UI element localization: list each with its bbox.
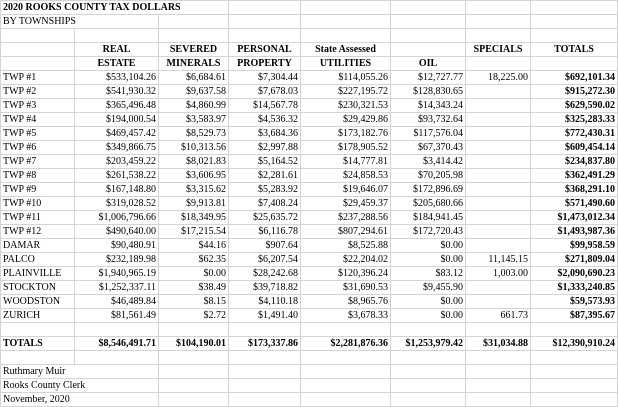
oil-cell[interactable]: $0.00 [391,295,466,309]
real-estate-cell[interactable]: $261,538.22 [75,169,159,183]
township-name[interactable]: TWP #1 [1,71,75,85]
header-cell[interactable] [1,57,75,71]
totals-grand-total[interactable]: $12,390,910.24 [531,337,618,351]
real-estate-cell[interactable]: $541,930.32 [75,85,159,99]
signature-title[interactable]: Rooks County Clerk [1,379,159,393]
severed-minerals-cell[interactable]: $3,583.97 [159,113,229,127]
severed-minerals-cell[interactable]: $0.00 [159,267,229,281]
utilities-cell[interactable]: $227,195.72 [301,85,391,99]
total-cell[interactable]: $629,590.02 [531,99,618,113]
table-row [1,295,618,309]
table-row [1,197,618,211]
utilities-cell[interactable]: $230,321.53 [301,99,391,113]
oil-cell[interactable]: $67,370.43 [391,141,466,155]
real-estate-cell[interactable]: $81,561.49 [75,309,159,323]
personal-property-cell[interactable]: $7,678.03 [229,85,301,99]
header-cell[interactable] [391,43,466,57]
utilities-cell[interactable]: $807,294.61 [301,225,391,239]
blank-row [1,351,618,365]
severed-minerals-cell[interactable]: $8.15 [159,295,229,309]
specials-cell[interactable] [466,239,531,253]
oil-cell[interactable]: $93,732.64 [391,113,466,127]
utilities-cell[interactable]: $31,690.53 [301,281,391,295]
specials-cell[interactable] [466,99,531,113]
utilities-cell[interactable]: $14,777.81 [301,155,391,169]
sheet-subtitle[interactable]: BY TOWNSHIPS [1,15,159,29]
severed-minerals-cell[interactable]: $4,860.99 [159,99,229,113]
township-name[interactable]: TWP #2 [1,85,75,99]
severed-minerals-cell[interactable]: $9,637.58 [159,85,229,99]
totals-label[interactable]: TOTALS [1,337,75,351]
total-cell[interactable]: $87,395.67 [531,309,618,323]
severed-minerals-cell[interactable]: $8,529.73 [159,127,229,141]
personal-property-cell[interactable]: $7,408.24 [229,197,301,211]
totals-utilities[interactable]: $2,281,876.36 [301,337,391,351]
township-name[interactable]: PLAINVILLE [1,267,75,281]
personal-property-cell[interactable]: $25,635.72 [229,211,301,225]
personal-property-cell[interactable]: $6,207.54 [229,253,301,267]
total-cell[interactable]: $2,090,690.23 [531,267,618,281]
table-row [1,85,618,99]
table-row [1,169,618,183]
oil-cell[interactable]: $0.00 [391,253,466,267]
real-estate-cell[interactable]: $1,006,796.66 [75,211,159,225]
data-rows [1,71,618,323]
specials-cell[interactable] [466,211,531,225]
personal-property-cell[interactable]: $39,718.82 [229,281,301,295]
header-cell[interactable]: MINERALS [159,57,229,71]
header-cell[interactable]: REAL [75,43,159,57]
header-cell[interactable]: PERSONAL [229,43,301,57]
severed-minerals-cell[interactable]: $44.16 [159,239,229,253]
table-row [1,211,618,225]
table-row [1,99,618,113]
total-cell[interactable]: $99,958.59 [531,239,618,253]
oil-cell[interactable]: $117,576.04 [391,127,466,141]
personal-property-cell[interactable]: $7,304.44 [229,71,301,85]
specials-cell[interactable] [466,197,531,211]
oil-cell[interactable]: $0.00 [391,239,466,253]
oil-cell[interactable]: $172,896.69 [391,183,466,197]
total-cell[interactable]: $325,283.33 [531,113,618,127]
personal-property-cell[interactable]: $6,116.78 [229,225,301,239]
total-cell[interactable]: $59,573.93 [531,295,618,309]
township-name[interactable]: TWP #7 [1,155,75,169]
total-cell[interactable]: $692,101.34 [531,71,618,85]
total-cell[interactable]: $915,272.30 [531,85,618,99]
title-row [1,1,618,15]
oil-cell[interactable]: $3,414.42 [391,155,466,169]
township-name[interactable]: TWP #6 [1,141,75,155]
specials-cell[interactable] [466,183,531,197]
personal-property-cell[interactable]: $2,997.88 [229,141,301,155]
totals-specials[interactable]: $31,034.88 [466,337,531,351]
real-estate-cell[interactable]: $1,940,965.19 [75,267,159,281]
township-name[interactable]: TWP #10 [1,197,75,211]
township-name[interactable]: WOODSTON [1,295,75,309]
signature-row [1,379,618,393]
table-row [1,225,618,239]
header-cell[interactable]: TOTALS [531,43,618,57]
specials-cell[interactable] [466,141,531,155]
totals-personal-property[interactable]: $173,337.86 [229,337,301,351]
header-cell[interactable] [531,57,618,71]
blank-row [1,323,618,337]
signature-name[interactable]: Ruthmary Muir [1,365,159,379]
total-cell[interactable]: $1,473,012.34 [531,211,618,225]
header-cell[interactable]: UTILITIES [301,57,391,71]
header-cell[interactable]: SEVERED [159,43,229,57]
utilities-cell[interactable]: $19,646.07 [301,183,391,197]
table-row [1,155,618,169]
header-cell[interactable]: SPECIALS [466,43,531,57]
utilities-cell[interactable]: $22,204.02 [301,253,391,267]
utilities-cell[interactable]: $8,525.88 [301,239,391,253]
header-cell[interactable]: State Assessed [301,43,391,57]
specials-cell[interactable] [466,155,531,169]
township-name[interactable]: TWP #4 [1,113,75,127]
table-row [1,113,618,127]
specials-cell[interactable] [466,169,531,183]
personal-property-cell[interactable]: $2,281.61 [229,169,301,183]
utilities-cell[interactable]: $29,459.37 [301,197,391,211]
header-cell[interactable] [1,43,75,57]
severed-minerals-cell[interactable]: $3,315.62 [159,183,229,197]
utilities-cell[interactable]: $29,429.86 [301,113,391,127]
real-estate-cell[interactable]: $46,489.84 [75,295,159,309]
real-estate-cell[interactable]: $349,866.75 [75,141,159,155]
severed-minerals-cell[interactable]: $18,349.95 [159,211,229,225]
totals-oil[interactable]: $1,253,979.42 [391,337,466,351]
total-cell[interactable]: $609,454.14 [531,141,618,155]
oil-cell[interactable]: $14,343.24 [391,99,466,113]
oil-cell[interactable]: $172,720.43 [391,225,466,239]
total-cell[interactable]: $772,430.31 [531,127,618,141]
oil-cell[interactable]: $70,205.98 [391,169,466,183]
oil-cell[interactable]: $83.12 [391,267,466,281]
utilities-cell[interactable]: $3,678.33 [301,309,391,323]
oil-cell[interactable]: $0.00 [391,309,466,323]
severed-minerals-cell[interactable]: $17,215.54 [159,225,229,239]
real-estate-cell[interactable]: $203,459.22 [75,155,159,169]
real-estate-cell[interactable]: $90,480.91 [75,239,159,253]
utilities-cell[interactable]: $173,182.76 [301,127,391,141]
utilities-cell[interactable]: $8,965.76 [301,295,391,309]
header-cell[interactable] [466,57,531,71]
township-name[interactable]: TWP #3 [1,99,75,113]
totals-severed-minerals[interactable]: $104,190.01 [159,337,229,351]
real-estate-cell[interactable]: $232,189.98 [75,253,159,267]
real-estate-cell[interactable]: $167,148.80 [75,183,159,197]
personal-property-cell[interactable]: $4,110.18 [229,295,301,309]
table-row [1,239,618,253]
specials-cell[interactable] [466,281,531,295]
total-cell[interactable]: $362,491.29 [531,169,618,183]
severed-minerals-cell[interactable]: $3,606.95 [159,169,229,183]
personal-property-cell[interactable]: $28,242.68 [229,267,301,281]
utilities-cell[interactable]: $24,858.53 [301,169,391,183]
utilities-cell[interactable]: $237,288.56 [301,211,391,225]
personal-property-cell[interactable]: $4,536.32 [229,113,301,127]
township-name[interactable]: ZURICH [1,309,75,323]
oil-cell[interactable]: $9,455.90 [391,281,466,295]
real-estate-cell[interactable]: $194,000.54 [75,113,159,127]
oil-cell[interactable]: $184,941.45 [391,211,466,225]
total-cell[interactable]: $271,809.04 [531,253,618,267]
signature-date[interactable]: November, 2020 [1,393,159,407]
township-name[interactable]: TWP #12 [1,225,75,239]
real-estate-cell[interactable]: $469,457.42 [75,127,159,141]
township-name[interactable]: STOCKTON [1,281,75,295]
specials-cell[interactable]: 1,003.00 [466,267,531,281]
signature-row [1,365,618,379]
specials-cell[interactable] [466,85,531,99]
severed-minerals-cell[interactable]: $62.35 [159,253,229,267]
specials-cell[interactable] [466,225,531,239]
table-row [1,309,618,323]
header-cell[interactable]: ESTATE [75,57,159,71]
utilities-cell[interactable]: $120,396.24 [301,267,391,281]
total-cell[interactable]: $1,493,987.36 [531,225,618,239]
specials-cell[interactable]: 661.73 [466,309,531,323]
table-row [1,267,618,281]
real-estate-cell[interactable]: $319,028.52 [75,197,159,211]
township-name[interactable]: TWP #11 [1,211,75,225]
total-cell[interactable]: $571,490.60 [531,197,618,211]
township-name[interactable]: TWP #8 [1,169,75,183]
table-row [1,183,618,197]
personal-property-cell[interactable]: $5,164.52 [229,155,301,169]
table-row [1,253,618,267]
utilities-cell[interactable]: $114,055.26 [301,71,391,85]
header-cell[interactable]: PROPERTY [229,57,301,71]
township-name[interactable]: TWP #5 [1,127,75,141]
table-row [1,127,618,141]
severed-minerals-cell[interactable]: $9,913.81 [159,197,229,211]
real-estate-cell[interactable]: $1,252,337.11 [75,281,159,295]
personal-property-cell[interactable]: $1,491.40 [229,309,301,323]
subtitle-row [1,15,618,29]
township-name[interactable]: DAMAR [1,239,75,253]
personal-property-cell[interactable]: $5,283.92 [229,183,301,197]
table-row [1,141,618,155]
real-estate-cell[interactable]: $365,496.48 [75,99,159,113]
blank-row [1,29,618,43]
specials-cell[interactable]: 18,225.00 [466,71,531,85]
total-cell[interactable]: $368,291.10 [531,183,618,197]
oil-cell[interactable]: $128,830.65 [391,85,466,99]
township-name[interactable]: TWP #9 [1,183,75,197]
severed-minerals-cell[interactable]: $2.72 [159,309,229,323]
totals-real-estate[interactable]: $8,546,491.71 [75,337,159,351]
severed-minerals-cell[interactable]: $6,684.61 [159,71,229,85]
header-row-bottom [1,57,618,71]
severed-minerals-cell[interactable]: $38.49 [159,281,229,295]
severed-minerals-cell[interactable]: $10,313.56 [159,141,229,155]
total-cell[interactable]: $234,837.80 [531,155,618,169]
personal-property-cell[interactable]: $14,567.78 [229,99,301,113]
personal-property-cell[interactable]: $3,684.36 [229,127,301,141]
table-row [1,71,618,85]
oil-cell[interactable]: $12,727.77 [391,71,466,85]
township-name[interactable]: PALCO [1,253,75,267]
total-cell[interactable]: $1,333,240.85 [531,281,618,295]
specials-cell[interactable] [466,113,531,127]
real-estate-cell[interactable]: $490,640.00 [75,225,159,239]
table-row [1,281,618,295]
oil-cell[interactable]: $205,680.66 [391,197,466,211]
header-cell[interactable]: OIL [391,57,466,71]
header-row-top [1,43,618,57]
totals-row [1,337,618,351]
real-estate-cell[interactable]: $533,104.26 [75,71,159,85]
personal-property-cell[interactable]: $907.64 [229,239,301,253]
sheet-title[interactable]: 2020 ROOKS COUNTY TAX DOLLARS [1,1,229,15]
specials-cell[interactable]: 11,145.15 [466,253,531,267]
severed-minerals-cell[interactable]: $8,021.83 [159,155,229,169]
specials-cell[interactable] [466,295,531,309]
specials-cell[interactable] [466,127,531,141]
utilities-cell[interactable]: $178,905.52 [301,141,391,155]
